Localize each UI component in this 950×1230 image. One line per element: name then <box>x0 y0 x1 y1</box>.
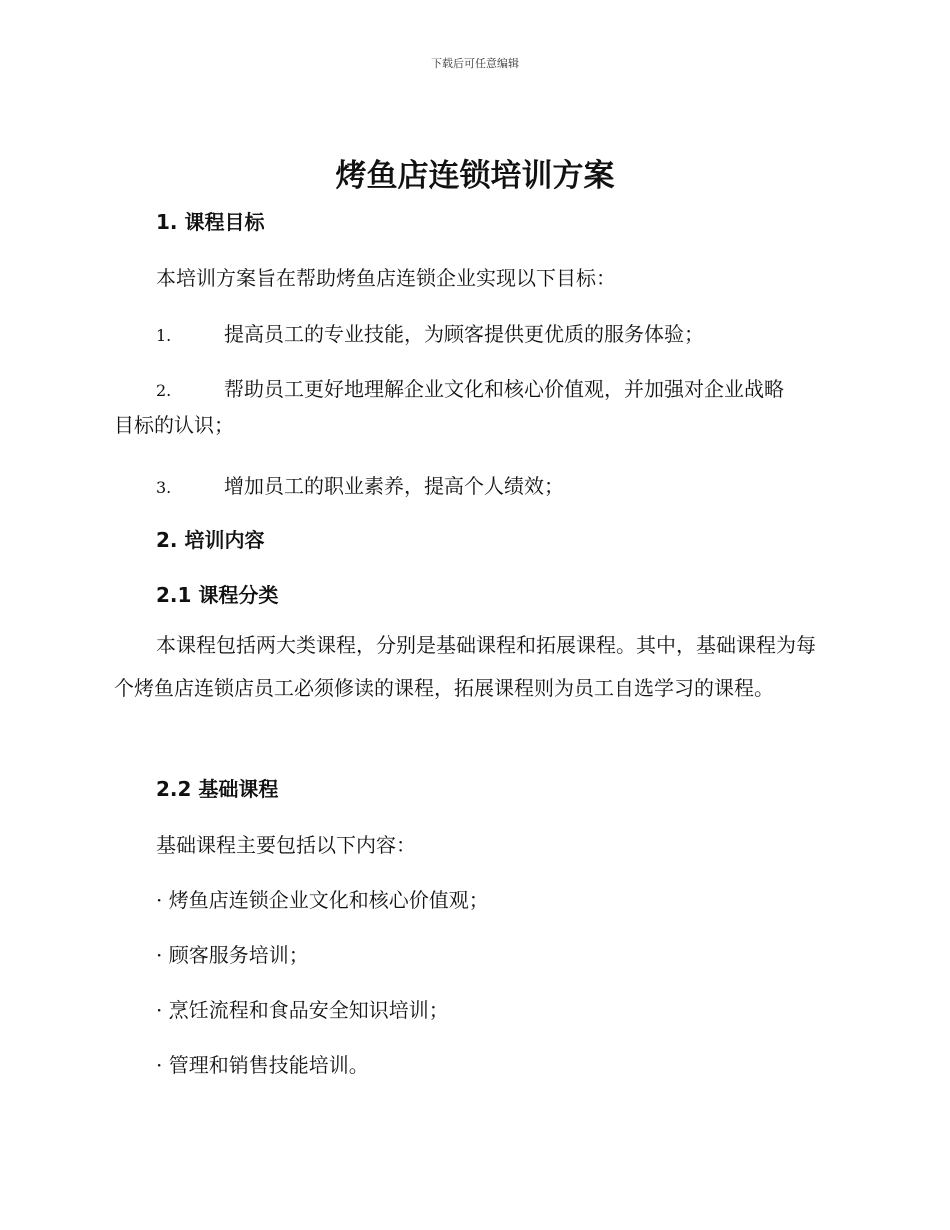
goals-intro: 本培训方案旨在帮助烤鱼店连锁企业实现以下目标： <box>156 266 616 290</box>
goal-number: 1. <box>156 326 172 345</box>
header-note: 下载后可任意编辑 <box>431 57 519 70</box>
heading-training-content: 2. 培训内容 <box>156 528 265 552</box>
goal-item-2 <box>156 373 784 402</box>
goal-item-1 <box>156 318 704 347</box>
heading-basic-courses: 2.2 基础课程 <box>156 777 279 801</box>
course-categories-paragraph: 本课程包括两大类课程，分别是基础课程和拓展课程。其中，基础课程为每个烤鱼店连锁店员工必须修读的课程，拓展课程则为员工自选学习的课程。 <box>114 633 816 700</box>
bullet-item: · 顾客服务培训； <box>156 943 309 967</box>
bullet-item: · 烹饪流程和食品安全知识培训； <box>156 998 449 1022</box>
bullet-item: · 管理和销售技能培训。 <box>156 1053 369 1077</box>
document-title: 烤鱼店连锁培训方案 <box>335 158 615 194</box>
heading-course-goals: 1. 课程目标 <box>156 210 265 234</box>
goal-text: 帮助员工更好地理解企业文化和核心价值观，并加强对企业战略 <box>224 377 784 401</box>
goal-number: 3. <box>156 478 172 497</box>
goal-text: 增加员工的职业素养，提高个人绩效； <box>224 474 564 498</box>
heading-course-categories: 2.1 课程分类 <box>156 583 279 607</box>
goal-item-2-continued: 目标的认识； <box>114 413 234 437</box>
bullet-item: · 烤鱼店连锁企业文化和核心价值观； <box>156 888 489 912</box>
goal-text: 提高员工的专业技能，为顾客提供更优质的服务体验； <box>224 322 704 346</box>
basic-courses-intro: 基础课程主要包括以下内容： <box>156 833 416 857</box>
goal-number: 2. <box>156 381 172 400</box>
goal-item-3 <box>156 470 564 499</box>
